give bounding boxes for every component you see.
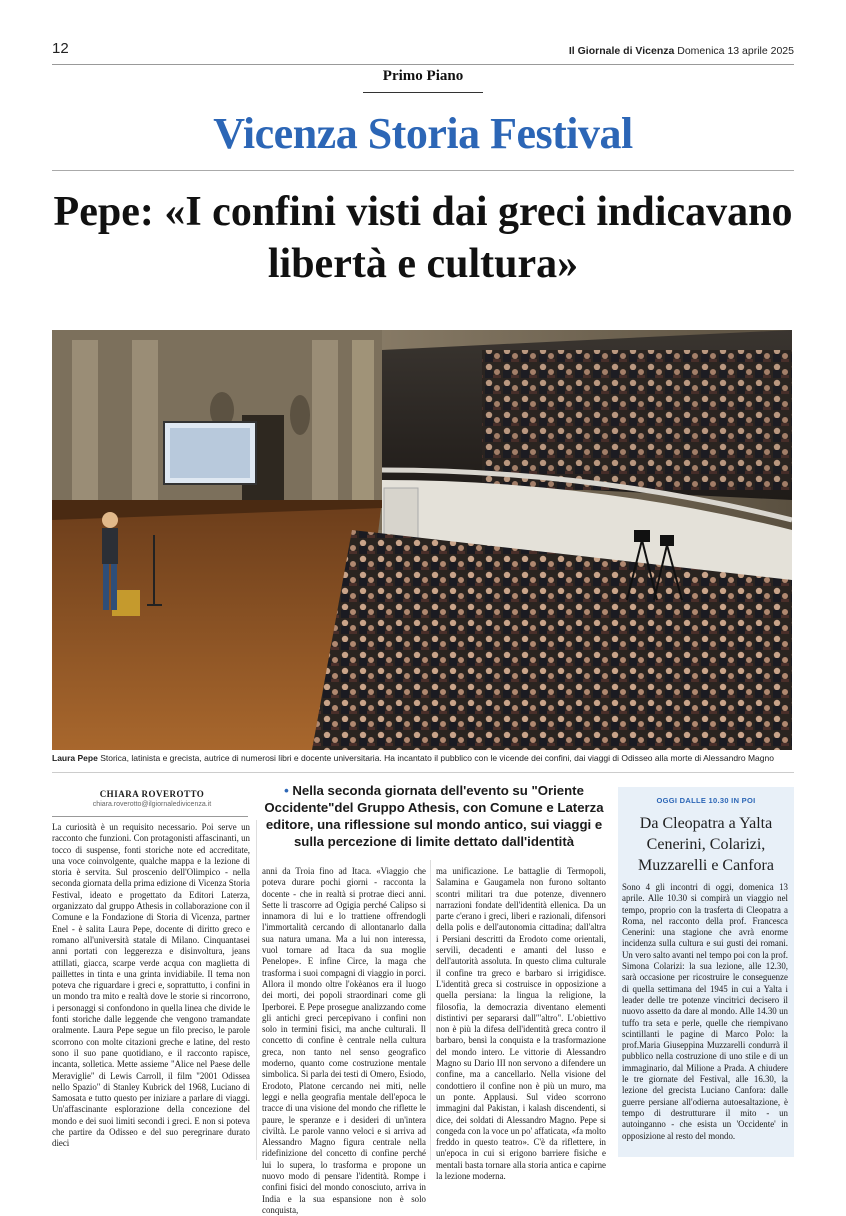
sidebar-body: Sono 4 gli incontri di oggi, domenica 13 aprile. Alle 10.30 si compirà un viaggio nel tempo, proprio con la trasferta di Cleopatra a Roma, nel racconto della prof. Francesca Cenerini: una stagione che avrà enorme incidenza sulla cultura e sui gusti dei romani. Un vero salto avanti nel tempo poi con la prof. Simona Colarizi: la sua lezione, alle 12.30, sarà occasione per ricostruire le conseguenze di quella settimana del 1945 in cui a Yalta i leader delle tre potenze vincitrici decisero il nuovo assetto da dare al mondo. Alle 14.30 un tuffo tra seta e perle, quelle che riempivano scintillanti le pagine di Marco Polo: la prof.Maria Giuseppina Muzzarelli condurrà il pubblico nella costruzione di uno stile e di un immaginario, dal Milione a Prada. A chiudere le tre giornate del Festival, alle 16.30, la lezione del grecista Luciano Canfora: dalle guerre persiane all'odierna autoesaltazione, è tempo di destrutturare il mito - un autoinganno - che esista un 'Occidente' in opposizione al resto del mondo.: [622, 882, 788, 1141]
theater-photo-svg: [52, 330, 792, 750]
issue-date: Domenica 13 aprile 2025: [677, 45, 794, 57]
lead-paragraph: [262, 782, 606, 850]
masthead: [569, 45, 794, 57]
festival-title: Vicenza Storia Festival: [213, 109, 633, 158]
section-underline: [363, 92, 483, 93]
article-column-1: [52, 822, 250, 1150]
theater-photo: [52, 330, 792, 750]
article-column-2: [262, 866, 426, 1216]
caption-rule: [52, 772, 794, 773]
headline: Pepe: «I confini visti dai greci indicavano libertà e cultura»: [53, 189, 793, 287]
photo-caption: [52, 753, 792, 763]
article-column-3: [436, 866, 606, 1182]
lead-bullet-icon: •: [284, 783, 289, 798]
column-divider-2: [430, 860, 431, 1160]
top-rule: [52, 64, 794, 65]
caption-text: Storica, latinista e grecista, autrice di numerosi libri e docente universitaria. Ha incantato il pubblico con le vicende dei confini, dai viaggi di Odisseo alla morte di Alessandro Magno: [100, 753, 774, 763]
sidebar-kicker: OGGI DALLE 10.30 IN POI: [656, 796, 756, 805]
lead-text: Nella seconda giornata dell'evento su "Oriente Occidente"del Gruppo Athesis, con Comune e Laterza editore, una riflessione sul mondo antico, sui viaggi e sulla percezione di limite dettato dall'identità: [264, 783, 604, 849]
byline-rule: [52, 816, 248, 817]
festival-rule: [52, 170, 794, 171]
article-text-col3: ma unificazione. Le battaglie di Termopoli, Salamina e Gaugamela non furono soltanto scontri militari tra due potenze, divennero narrazioni fondate dell'identità ellenica. Da un parte c'erano i greci, liberi e razionali, difensori della polis e dell'autonomia cittadina; dall'altra i Persiani descritti da Erodoto come orientali, servili, decadenti e amanti del lusso e dell'autorità assoluta. In questo clima culturale il confine tra greco e barbaro si irrigidisce. L'identità greca si costruisce in opposizione a quella persiana: la lingua la religione, la filosofia, la democrazia diventano elementi distintivi per separarsi dall'"altro". L'obiettivo non è più la difesa dell'identità greca contro il barbaro, bensì la conquista e la trasformazione del mondo intero. Le vittorie di Alessandro Magno su Dario III non servono a difendere un confine, ma a cancellarlo. Nella visione del condottiero il confine non è più un muro, ma un ponte. Applausi. Sul video scorrono immagini dal Pakistan, i kalash discendenti, si dice, dei soldati di Alessandro Magno. Pepe si congeda con la voce un po' affaticata, «fa molto freddo in questo teatro». C'è da riflettere, in un'epoca in cui si erigono barriere fisiche e mentali basta tornare alla storia antica e capirne la lezione moderna.: [436, 866, 606, 1182]
article-text-col2: anni da Troia fino ad Itaca. «Viaggio che poteva durare pochi giorni - racconta la docente - che in realtà si protrae dieci anni. Sette li trascorre ad Ogigia perché Calipso si innamora di lui e lo trattiene offrendogli l'immortalità cercando di allontanarlo dalla sua natura umana. Ma a lui non interessa, vuol tornare ad Itaca da sua moglie Penelope». E infine Circe, la maga che trasforma i suoi compagni di viaggio in porci. Allora il mondo oltre l'okèanos era il luogo dei morti, dei popoli straordinari come gli Iperborei. E Pepe prosegue analizzando come gli antichi greci percepivano i confini non solo in termini fisici, ma anche culturali. Il concetto di confine è centrale nella cultura greca, non tanto nel senso geografico moderno, quanto come costruzione mentale simbolica. Si parla dei testi di Omero, Esiodo, Erodoto, Platone cercando nei miti, nelle leggi e nella geografia mentale dell'epoca le tracce di una visione del mondo che riflette le paure, le speranze e i desideri di un'intera civiltà. Le parole vanno veloci e si arriva ad Alessandro Magno figura centrale nella ridefinizione del concetto di confine perché lui lo supera, lo trasforma e propone un nuovo modo di pensare l'identità. Rompe i confini fisici del mondo conosciuto, arriva in India e la sua espansione non è solo conquista,: [262, 866, 426, 1215]
newspaper-name: Il Giornale di Vicenza: [568, 45, 675, 57]
author-name: CHIARA ROVEROTTO: [99, 789, 205, 799]
sidebar-title: Da Cleopatra a Yalta Cenerini, Colarizi, Muzzarelli e Canfora: [638, 815, 774, 874]
page-number: 12: [52, 40, 69, 57]
article-text-col1: La curiosità è un requisito necessario. Poi serve un racconto che funzioni. Con protagonisti affascinanti, un tocco di suspense, fonti storiche note ed accreditate, una voce coinvolgente, qualche mappa e la lezione di storia è servita. Sul proscenio dell'Olimpico - nella seconda giornata della prima edizione di Vicenza Storia Festival, ideato e progettato da Editori Laterza, organizzato dal gruppo Athesis in collaborazione con il Comune e la Fondazione di Storia di Vicenza, partner Enel - è salita Laura Pepe, docente di diritto greco e romano all'università statale di Milano. Cinquantasei anni portati con leggerezza e disinvoltura, jeans attillati, giacca, scarpe verde acqua con maglietta di paillettes in tinta e una grinta invidiabile. Il tema non poteva che riguardare i greci e, soprattutto, i confini in un mondo tra mito e realtà dove le storie si rincorrono, i personaggi si confondono in quella linea che divide le fonti storiche dalle leggende che vengono tramandate oralmente. Laura Pepe segue un filo preciso, le parole scorrono con molte citazioni greche e latine, del resto sono il suo pane quotidiano, e il racconto rapisce, incanta, solletica. Mette assieme "Alice nel Paese delle Meraviglie" di Lewis Carroll, il film "2001 Odissea nello Spazio" di Stanley Kubrick del 1968, Luciano di Samosata e tutto questo per iniziare a parlare di viaggi. Un'affascinante esplorazione della concezione del mondo e dei suoi limiti secondi i greci. E non si poteva che partire da Odisseo e del suo peregrinare durato dieci: [52, 822, 250, 1149]
byline: [52, 789, 252, 808]
column-divider-1: [256, 820, 257, 1160]
caption-name: Laura Pepe: [52, 753, 98, 763]
author-email: chiara.roverotto@ilgiornaledivicenza.it: [92, 801, 212, 808]
section-label: Primo Piano: [382, 68, 464, 84]
